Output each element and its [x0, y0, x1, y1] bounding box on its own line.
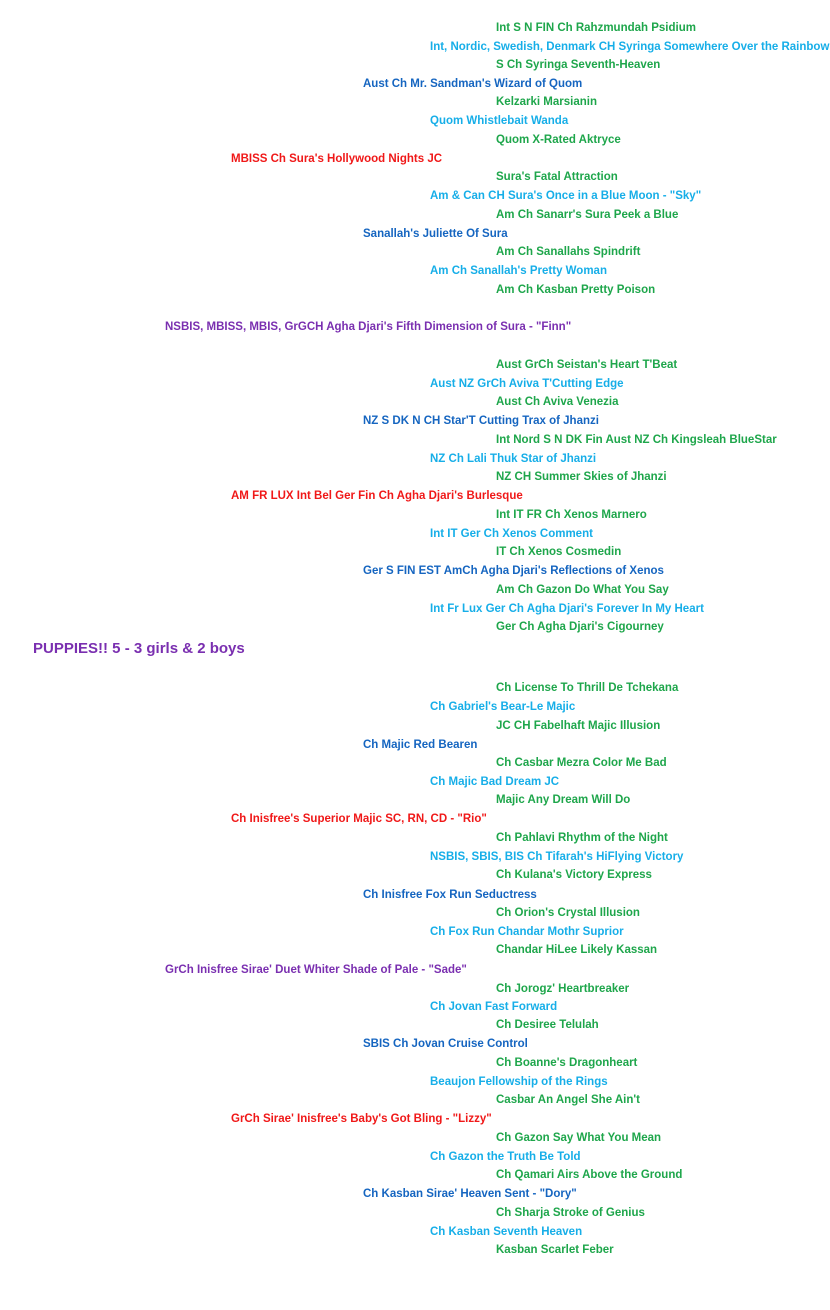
- pedigree1-dam-side-0: Aust GrCh Seistan's Heart T'Beat: [496, 359, 678, 371]
- pedigree1-sire-sire-sire: Int S N FIN Ch Rahzmundah Psidium: [496, 22, 696, 34]
- pedigree2-sire-side-8: Ch Pahlavi Rhythm of the Night: [496, 832, 668, 844]
- pedigree2-dam-side-13: Ch Kasban Seventh Heaven: [430, 1226, 583, 1238]
- pedigree1-dam: AM FR LUX Int Bel Ger Fin Ch Agha Djari's Burlesque: [231, 490, 523, 502]
- pedigree2-dam-side-11: Ch Kasban Sirae' Heaven Sent - "Dory": [363, 1188, 577, 1200]
- pedigree1-dam-side-8: Int IT FR Ch Xenos Marnero: [496, 509, 647, 521]
- pedigree2-sire-side-13: Ch Fox Run Chandar Mothr Suprior: [430, 926, 624, 938]
- pedigree1-dam-side-10: IT Ch Xenos Cosmedin: [496, 546, 622, 558]
- pedigree1-dam-side-9: Int IT Ger Ch Xenos Comment: [430, 528, 593, 540]
- pedigree1-sire-grandsire-dam: Quom Whistlebait Wanda: [430, 115, 569, 127]
- pedigree1-dam-dam-sire: Am Ch Sanallahs Spindrift: [496, 246, 641, 258]
- pedigree1-dam-sire-dam: Am Ch Sanarr's Sura Peek a Blue: [496, 209, 679, 221]
- pedigree2-sire-side-3: Ch Majic Red Bearen: [363, 739, 478, 751]
- pedigree1-dam-side-3: NZ S DK N CH Star'T Cutting Trax of Jhanzi: [363, 415, 599, 427]
- pedigree2-sire-side-14: Chandar HiLee Likely Kassan: [496, 944, 658, 956]
- pedigree1-dam-side-14: Ger Ch Agha Djari's Cigourney: [496, 621, 664, 633]
- puppies-heading: PUPPIES!! 5 - 3 girls & 2 boys: [33, 640, 245, 657]
- pedigree1-sire-sire-dam: S Ch Syringa Seventh-Heaven: [496, 59, 661, 71]
- pedigree1-dam-side-6: NZ CH Summer Skies of Jhanzi: [496, 471, 667, 483]
- pedigree2-dam-side-12: Ch Sharja Stroke of Genius: [496, 1207, 645, 1219]
- pedigree2-dam-side-14: Kasban Scarlet Feber: [496, 1244, 614, 1256]
- pedigree2-sire-side-4: Ch Casbar Mezra Color Me Bad: [496, 757, 667, 769]
- pedigree2-sire-side-2: JC CH Fabelhaft Majic Illusion: [496, 720, 661, 732]
- pedigree1-dam-side-12: Am Ch Gazon Do What You Say: [496, 584, 669, 596]
- pedigree2-sire-side-1: Ch Gabriel's Bear-Le Majic: [430, 701, 576, 713]
- pedigree2-sire-side-6: Majic Any Dream Will Do: [496, 794, 631, 806]
- pedigree1-dam-side-13: Int Fr Lux Ger Ch Agha Djari's Forever In My Heart: [430, 603, 704, 615]
- pedigree2-dam-side-4: Ch Boanne's Dragonheart: [496, 1057, 638, 1069]
- pedigree2-sire-side-5: Ch Majic Bad Dream JC: [430, 776, 560, 788]
- pedigree2-sire: Ch Inisfree's Superior Majic SC, RN, CD - "Rio": [231, 813, 487, 825]
- pedigree2-dam-side-9: Ch Gazon the Truth Be Told: [430, 1151, 581, 1163]
- pedigree1-subject: NSBIS, MBISS, MBIS, GrGCH Agha Djari's Fifth Dimension of Sura - "Finn": [165, 321, 572, 333]
- pedigree2-dam-side-10: Ch Qamari Airs Above the Ground: [496, 1169, 683, 1181]
- pedigree2-sire-side-9: NSBIS, SBIS, BIS Ch Tifarah's HiFlying Victory: [430, 851, 684, 863]
- pedigree1-dam-side-5: NZ Ch Lali Thuk Star of Jhanzi: [430, 453, 597, 465]
- pedigree1-sire-granddam: Sanallah's Juliette Of Sura: [363, 228, 508, 240]
- pedigree2-dam-side-5: Beaujon Fellowship of the Rings: [430, 1076, 608, 1088]
- pedigree1-dam-side-4: Int Nord S N DK Fin Aust NZ Ch Kingsleah BlueStar: [496, 434, 777, 446]
- pedigree2-sire-side-12: Ch Orion's Crystal Illusion: [496, 907, 640, 919]
- pedigree1-dam-side-2: Aust Ch Aviva Venezia: [496, 396, 619, 408]
- pedigree1-dam-side-11: Ger S FIN EST AmCh Agha Djari's Reflections of Xenos: [363, 565, 664, 577]
- pedigree2-sire-side-0: Ch License To Thrill De Tchekana: [496, 682, 679, 694]
- pedigree2-dam-side-1: Ch Jovan Fast Forward: [430, 1001, 558, 1013]
- pedigree2-dam-side-0: Ch Jorogz' Heartbreaker: [496, 983, 630, 995]
- pedigree1-sire-dam-dam: Quom X-Rated Aktryce: [496, 134, 621, 146]
- pedigree2-dam-side-8: Ch Gazon Say What You Mean: [496, 1132, 662, 1144]
- pedigree1-dam-dam: Am Ch Sanallah's Pretty Woman: [430, 265, 607, 277]
- pedigree1-sire-sire: Int, Nordic, Swedish, Denmark CH Syringa Somewhere Over the Rainbow: [430, 41, 830, 53]
- pedigree2-dam-side-3: SBIS Ch Jovan Cruise Control: [363, 1038, 528, 1050]
- pedigree1-dam-side-1: Aust NZ GrCh Aviva T'Cutting Edge: [430, 378, 624, 390]
- pedigree2-dam: GrCh Sirae' Inisfree's Baby's Got Bling - "Lizzy": [231, 1113, 492, 1125]
- pedigree1-dam-sire-sire: Sura's Fatal Attraction: [496, 171, 618, 183]
- pedigree1-sire-dam-sire: Kelzarki Marsianin: [496, 96, 597, 108]
- pedigree2-sire-side-10: Ch Kulana's Victory Express: [496, 869, 652, 881]
- pedigree1-dam-dam-dam: Am Ch Kasban Pretty Poison: [496, 284, 656, 296]
- pedigree2-dam-side-6: Casbar An Angel She Ain't: [496, 1094, 640, 1106]
- pedigree1-dam-sire: Am & Can CH Sura's Once in a Blue Moon - "Sky": [430, 190, 702, 202]
- pedigree2-sire-side-11: Ch Inisfree Fox Run Seductress: [363, 889, 537, 901]
- pedigree2-dam-side-2: Ch Desiree Telulah: [496, 1019, 599, 1031]
- pedigree2-subject: GrCh Inisfree Sirae' Duet Whiter Shade of Pale - "Sade": [165, 964, 467, 976]
- pedigree1-sire-grandsire: Aust Ch Mr. Sandman's Wizard of Quom: [363, 78, 583, 90]
- pedigree1-sire: MBISS Ch Sura's Hollywood Nights JC: [231, 153, 443, 165]
